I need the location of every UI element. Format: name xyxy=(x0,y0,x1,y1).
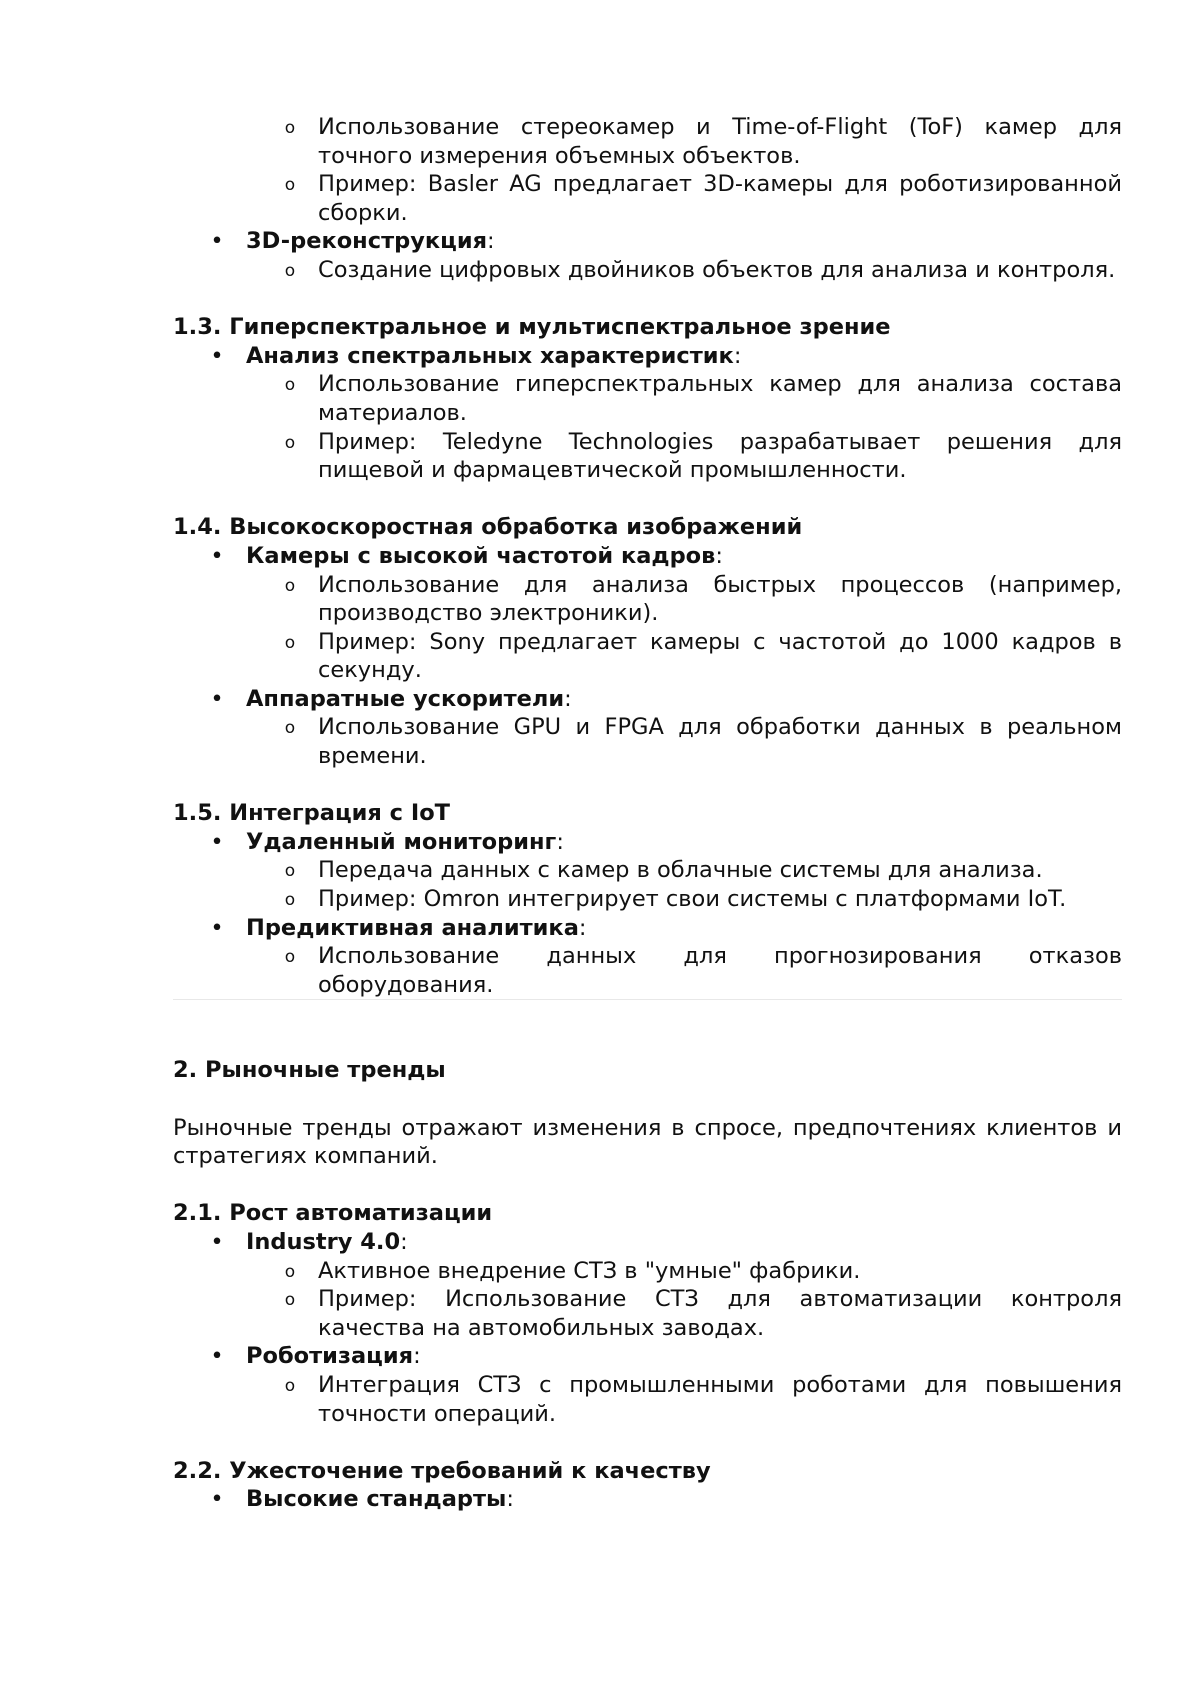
section-heading: 2.1. Рост автоматизации xyxy=(173,1200,493,1227)
paragraph: Рыночные тренды отражают изменения в спросе, предпочтениях клиентов и стратегиях компаний. xyxy=(173,1114,1122,1170)
bullet-title: Высокие стандарты xyxy=(246,1486,507,1513)
colon: : xyxy=(413,1343,421,1370)
bullet-marker: • xyxy=(210,1486,224,1513)
section-1-4 xyxy=(173,513,1122,770)
document-page xyxy=(173,113,1122,1514)
list-item xyxy=(173,1257,1122,1286)
colon: : xyxy=(715,542,723,569)
bullet-marker: • xyxy=(210,1228,224,1255)
list-item xyxy=(173,942,1122,999)
list-item xyxy=(173,1285,1122,1342)
section-heading: 2.2. Ужесточение требований к качеству xyxy=(173,1457,711,1484)
bullet-title: Роботизация xyxy=(246,1343,414,1370)
list-item-text: Интеграция СТЗ с промышленными роботами для повышения точности операций. xyxy=(318,1371,1122,1427)
list-item-text: Пример: Teledyne Technologies разрабатывает решения для пищевой и фармацевтической промышленности. xyxy=(318,428,1122,484)
sub-bullet-marker: o xyxy=(284,632,296,653)
section-heading: 2. Рыночные тренды xyxy=(173,1057,446,1084)
bullet-marker: • xyxy=(210,542,224,569)
list-item xyxy=(173,628,1122,685)
sub-bullet-marker: o xyxy=(284,1261,296,1282)
bullet-marker: • xyxy=(210,685,224,712)
sub-bullet-marker: o xyxy=(284,1290,296,1311)
bullet-title: Предиктивная аналитика xyxy=(246,914,579,941)
sub-bullet-marker: o xyxy=(284,175,296,196)
list-item-text: Использование GPU и FPGA для обработки данных в реальном времени. xyxy=(318,714,1122,770)
bullet-title: 3D-реконструкция xyxy=(246,228,488,255)
list-item xyxy=(173,370,1122,427)
bullet-title: Удаленный мониторинг xyxy=(246,828,557,855)
list-item xyxy=(173,856,1122,885)
colon: : xyxy=(564,685,572,712)
bullet-item xyxy=(173,1485,1122,1514)
section-heading: 1.5. Интеграция с IoT xyxy=(173,800,451,827)
list-item-text: Создание цифровых двойников объектов для анализа и контроля. xyxy=(318,256,1116,283)
list-item-text: Активное внедрение СТЗ в "умные" фабрики. xyxy=(318,1257,861,1284)
colon: : xyxy=(400,1228,408,1255)
section-2-2 xyxy=(173,1457,1122,1514)
list-item xyxy=(173,428,1122,485)
bullet-item xyxy=(173,342,1122,371)
section-2 xyxy=(173,1056,1122,1085)
list-item-text: Пример: Omron интегрирует свои системы с платформами IoT. xyxy=(318,886,1067,913)
sub-bullet-marker: o xyxy=(284,375,296,396)
bullet-item xyxy=(173,1228,1122,1257)
section-heading: 1.3. Гиперспектральное и мультиспектральное зрение xyxy=(173,314,891,341)
list-item-text: Передача данных с камер в облачные системы для анализа. xyxy=(318,857,1043,884)
sub-bullet-marker: o xyxy=(284,1375,296,1396)
sub-bullet-marker: o xyxy=(284,947,296,968)
section-1-5 xyxy=(173,799,1122,999)
sub-bullet-marker: o xyxy=(284,432,296,453)
list-item-text: Использование гиперспектральных камер для анализа состава материалов. xyxy=(318,371,1122,426)
colon: : xyxy=(733,342,742,369)
list-item xyxy=(173,170,1122,227)
list-item-text: Пример: Basler AG предлагает 3D-камеры для роботизированной сборки. xyxy=(318,171,1122,226)
list-item xyxy=(173,885,1122,914)
bullet-item xyxy=(173,914,1122,943)
bullet-title: Industry 4.0 xyxy=(246,1228,401,1255)
colon: : xyxy=(556,828,564,855)
section-1-2-continuation xyxy=(173,113,1122,285)
bullet-marker: • xyxy=(210,914,224,941)
colon: : xyxy=(487,228,495,255)
bullet-marker: • xyxy=(210,342,224,369)
sub-bullet-marker: o xyxy=(284,718,296,739)
list-item xyxy=(173,713,1122,770)
bullet-item xyxy=(173,1342,1122,1371)
list-item-text: Использование для анализа быстрых процессов (например, производство электроники). xyxy=(318,571,1122,627)
colon: : xyxy=(506,1486,514,1513)
list-item xyxy=(173,256,1122,285)
sub-bullet-marker: o xyxy=(284,260,296,281)
bullet-item xyxy=(173,542,1122,571)
list-item-text: Использование стереокамер и Time-of-Flight (ToF) камер для точного измерения объемных объектов. xyxy=(318,114,1122,169)
colon: : xyxy=(578,914,587,941)
list-item-text: Пример: Sony предлагает камеры с частотой до 1000 кадров в секунду. xyxy=(318,628,1122,684)
section-2-1 xyxy=(173,1199,1122,1428)
sub-bullet-marker: o xyxy=(284,861,296,882)
list-item-text: Использование данных для прогнозирования отказов оборудования. xyxy=(318,943,1122,998)
list-item xyxy=(173,1371,1122,1428)
bullet-item xyxy=(173,828,1122,857)
sub-bullet-marker: o xyxy=(284,890,296,911)
bullet-item xyxy=(173,685,1122,714)
section-heading: 1.4. Высокоскоростная обработка изображений xyxy=(173,514,803,541)
bullet-title: Камеры с высокой частотой кадров xyxy=(246,542,716,569)
bullet-title: Аппаратные ускорители xyxy=(246,685,565,712)
list-item-text: Пример: Использование СТЗ для автоматизации контроля качества на автомобильных заводах. xyxy=(318,1286,1122,1341)
bullet-marker: • xyxy=(210,1343,224,1370)
bullet-marker: • xyxy=(210,228,224,255)
list-item xyxy=(173,113,1122,170)
bullet-title: Анализ спектральных характеристик xyxy=(246,342,734,369)
sub-bullet-marker: o xyxy=(284,575,296,596)
sub-bullet-marker: o xyxy=(284,118,296,138)
list-item xyxy=(173,571,1122,628)
bullet-marker: • xyxy=(210,828,224,855)
bullet-item xyxy=(173,227,1122,256)
section-1-3 xyxy=(173,313,1122,485)
